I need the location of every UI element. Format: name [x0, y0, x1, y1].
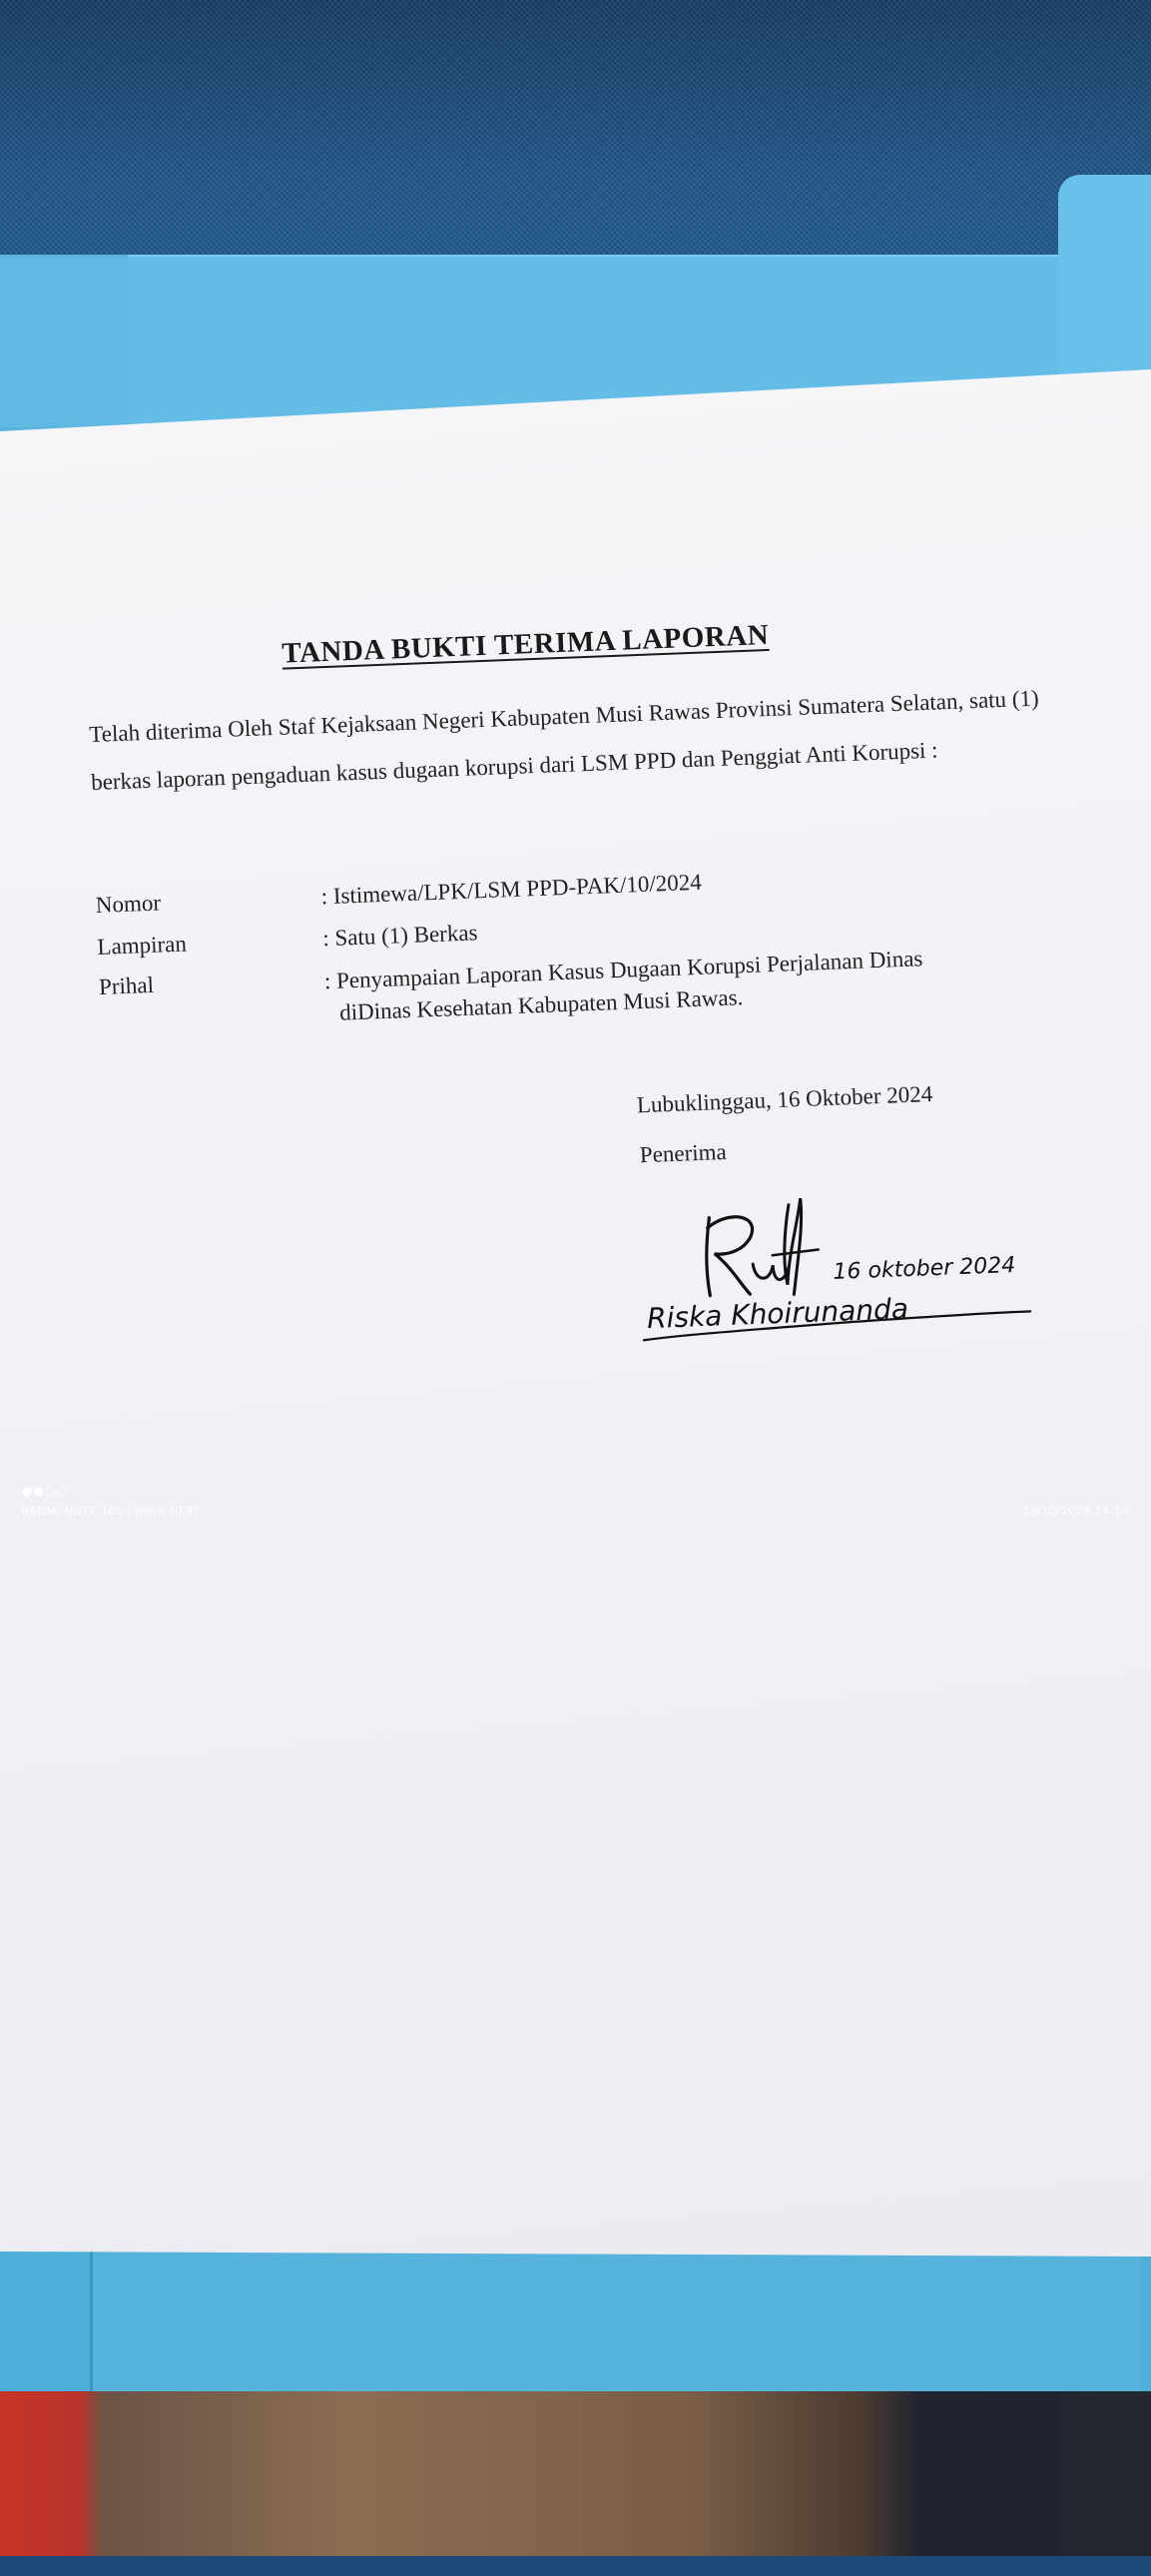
prihal-value — [323, 939, 1044, 1030]
lampiran-value: : Satu (1) Berkas — [321, 920, 478, 952]
prihal-value-line1: : Penyampaian Laporan Kasus Dugaan Korupsi Perjalanan Dinas — [323, 946, 923, 994]
handwritten-date: 16 oktober 2024 — [833, 1252, 1016, 1285]
nomor-value: : Istimewa/LPK/LSM PPD-PAK/10/2024 — [320, 869, 703, 910]
place-date: Lubuklinggau, 16 Oktober 2024 — [636, 1080, 933, 1118]
document-title: TANDA BUKTI TERIMA LAPORAN — [281, 618, 770, 670]
watermark-timestamp: 16/10/2024 14:14 — [1022, 1505, 1129, 1518]
watermark-dots: ●●○○ — [22, 1484, 68, 1498]
watermark-device: REDMI NOTE 10S | JHON HERI — [22, 1505, 199, 1518]
nomor-label: Nomor — [95, 890, 162, 919]
intro-paragraph: Telah diterima Oleh Staf Kejaksaan Negeri Kabupaten Musi Rawas Provinsi Sumatera Selatan, satu (1) berkas laporan pengaduan kasus dugaan korupsi dari LSM PPD dan Penggiat Anti Korupsi : — [88, 685, 1040, 796]
prihal-value-line2: diDinas Kesehatan Kabupaten Musi Rawas. — [338, 984, 744, 1025]
lampiran-label: Lampiran — [97, 931, 188, 960]
handwritten-name: Riska Khoirunanda — [646, 1292, 909, 1336]
prihal-label: Prihal — [98, 971, 155, 999]
handwritten-signature — [620, 1173, 1105, 1361]
receiver-label: Penerima — [639, 1138, 728, 1168]
